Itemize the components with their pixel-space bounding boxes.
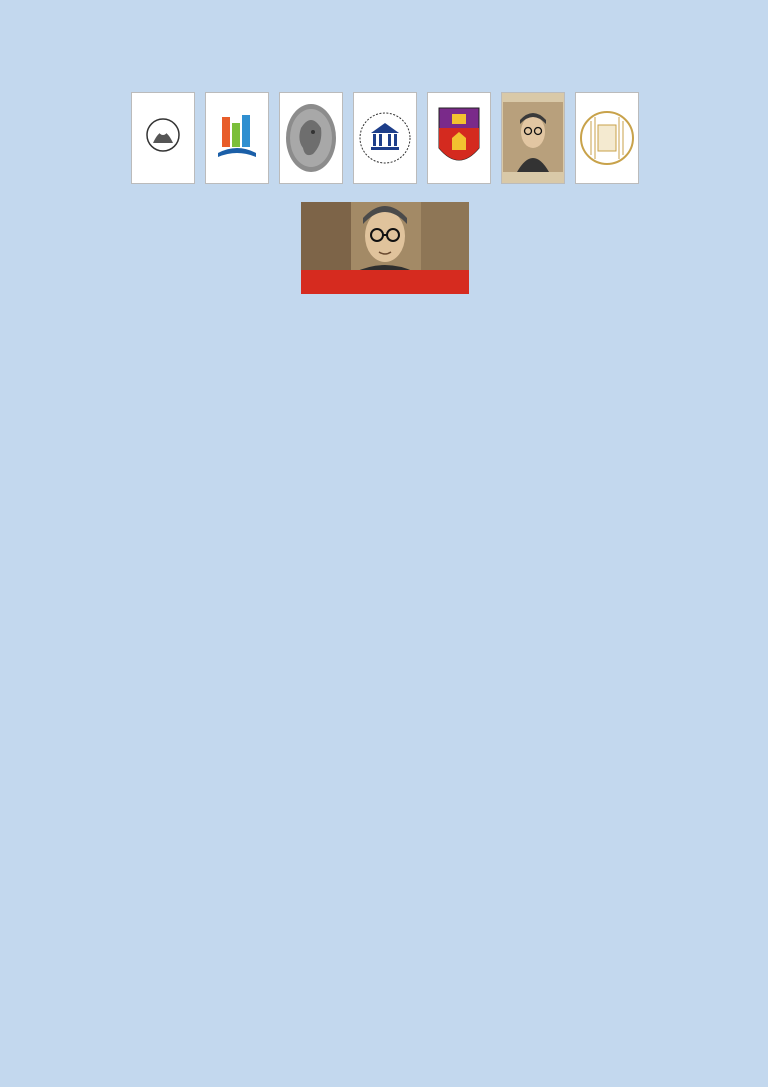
cavafy-portrait-icon xyxy=(503,102,563,172)
cavafy-photo xyxy=(301,202,469,294)
learning-city-icon xyxy=(214,113,260,161)
ancient-coin-icon xyxy=(283,98,339,178)
invitation-poster xyxy=(90,92,680,304)
ancient-coin-logo xyxy=(279,92,343,184)
cavafy-portrait-logo xyxy=(501,92,565,184)
unesco-logo xyxy=(353,92,417,184)
learning-city-logo xyxy=(205,92,269,184)
guitar-orchestra-icon xyxy=(579,103,635,173)
coat-of-arms-logo xyxy=(427,92,491,184)
cavafy-portrait-photo xyxy=(301,202,469,272)
unesco-icon xyxy=(357,103,413,173)
coat-of-arms-icon xyxy=(434,98,484,178)
logo-row xyxy=(90,92,680,186)
guitar-orchestra-logo xyxy=(575,92,639,184)
municipality-larissa-icon xyxy=(143,115,183,159)
municipality-larissa-logo xyxy=(131,92,195,184)
photo-caption-band xyxy=(301,270,469,294)
